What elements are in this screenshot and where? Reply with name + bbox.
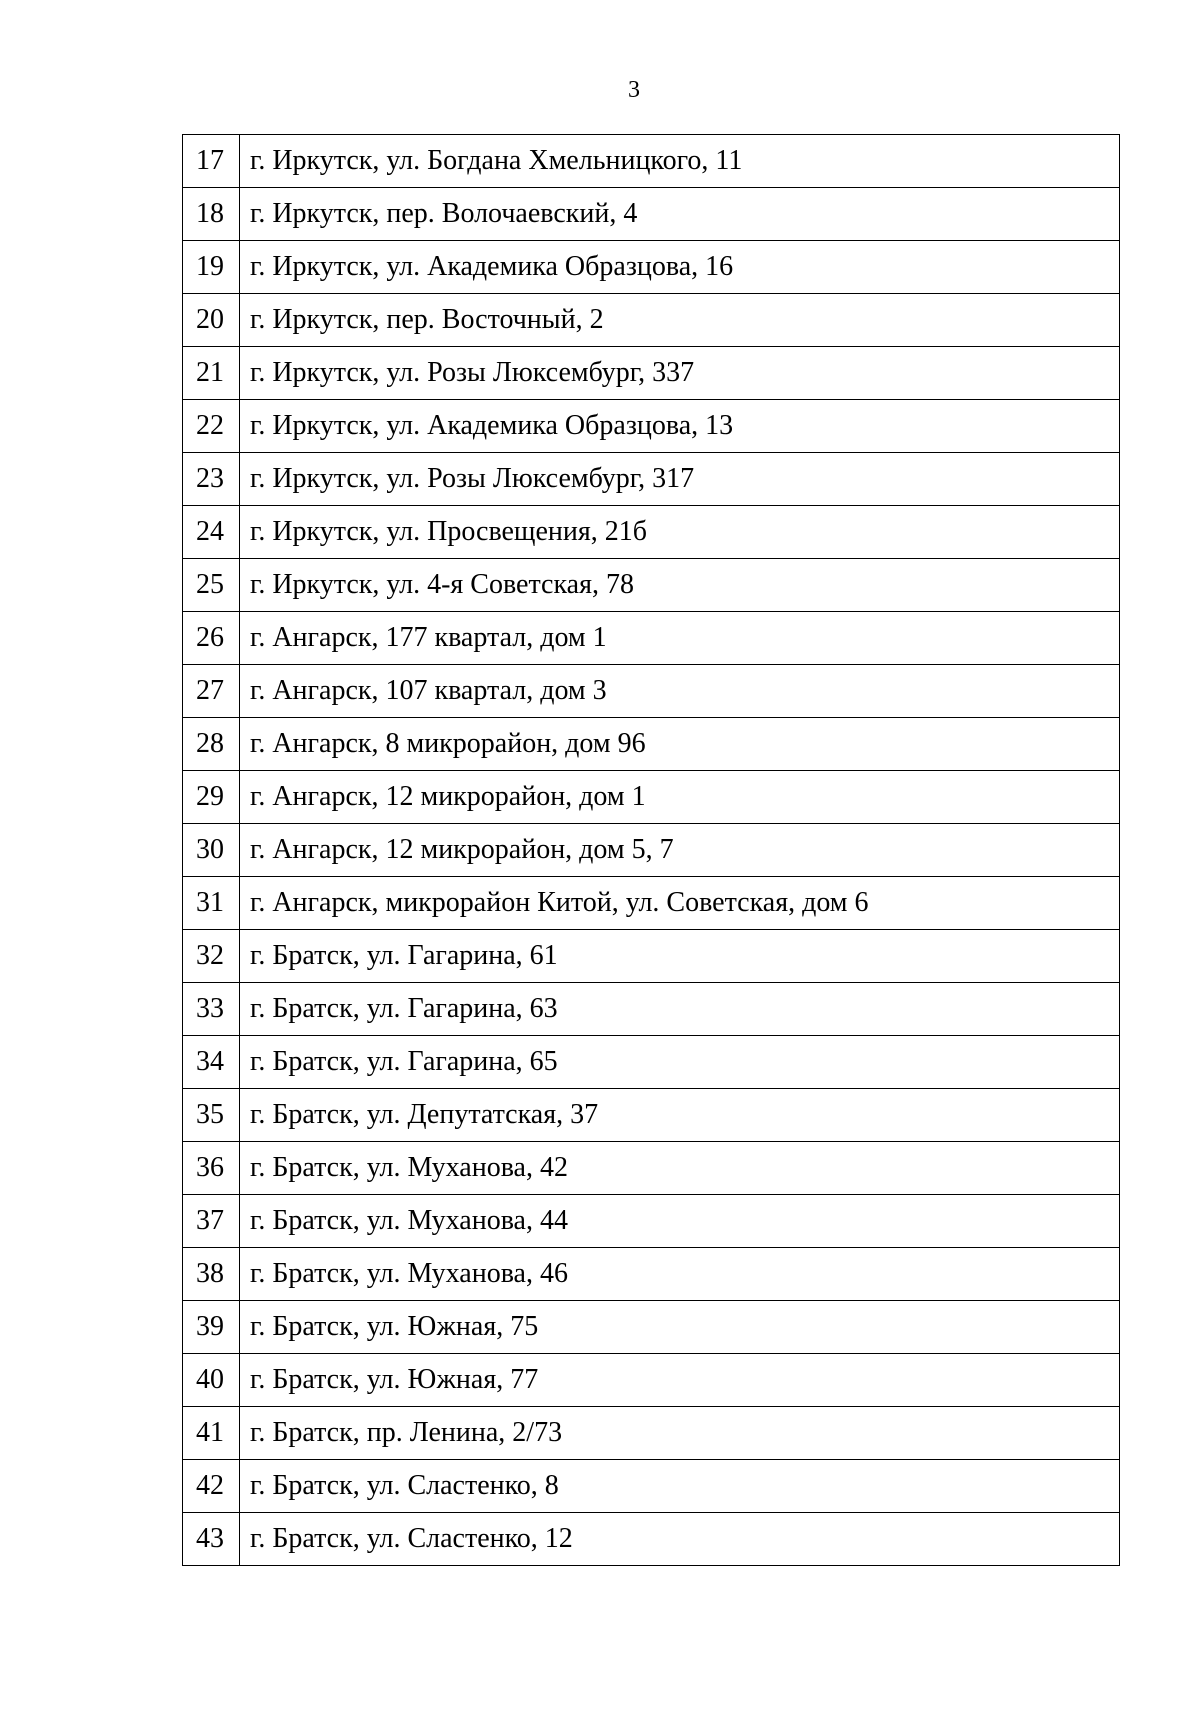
row-number-cell: 38 bbox=[183, 1248, 240, 1301]
address-cell: г. Братск, ул. Сластенко, 8 bbox=[240, 1460, 1120, 1513]
table-row bbox=[183, 930, 1120, 983]
row-number-cell: 34 bbox=[183, 1036, 240, 1089]
row-number-cell: 31 bbox=[183, 877, 240, 930]
address-cell: г. Братск, ул. Южная, 75 bbox=[240, 1301, 1120, 1354]
address-table bbox=[182, 134, 1120, 1566]
table-row bbox=[183, 347, 1120, 400]
address-cell: г. Братск, ул. Южная, 77 bbox=[240, 1354, 1120, 1407]
table-row bbox=[183, 1513, 1120, 1566]
table-row bbox=[183, 824, 1120, 877]
table-row bbox=[183, 559, 1120, 612]
address-cell: г. Иркутск, ул. Розы Люксембург, 337 bbox=[240, 347, 1120, 400]
row-number-cell: 36 bbox=[183, 1142, 240, 1195]
address-cell: г. Братск, ул. Сластенко, 12 bbox=[240, 1513, 1120, 1566]
row-number-cell: 30 bbox=[183, 824, 240, 877]
table-row bbox=[183, 983, 1120, 1036]
address-cell: г. Братск, ул. Муханова, 42 bbox=[240, 1142, 1120, 1195]
table-row bbox=[183, 1195, 1120, 1248]
address-cell: г. Иркутск, пер. Восточный, 2 bbox=[240, 294, 1120, 347]
address-table-body bbox=[183, 135, 1120, 1566]
table-row bbox=[183, 400, 1120, 453]
table-row bbox=[183, 241, 1120, 294]
address-cell: г. Братск, пр. Ленина, 2/73 bbox=[240, 1407, 1120, 1460]
table-row bbox=[183, 135, 1120, 188]
row-number-cell: 42 bbox=[183, 1460, 240, 1513]
table-row bbox=[183, 612, 1120, 665]
row-number-cell: 39 bbox=[183, 1301, 240, 1354]
row-number-cell: 23 bbox=[183, 453, 240, 506]
table-row bbox=[183, 877, 1120, 930]
table-row bbox=[183, 1248, 1120, 1301]
row-number-cell: 22 bbox=[183, 400, 240, 453]
table-row bbox=[183, 188, 1120, 241]
address-cell: г. Ангарск, 12 микрорайон, дом 1 bbox=[240, 771, 1120, 824]
address-cell: г. Иркутск, ул. Розы Люксембург, 317 bbox=[240, 453, 1120, 506]
address-cell: г. Ангарск, 12 микрорайон, дом 5, 7 bbox=[240, 824, 1120, 877]
address-cell: г. Братск, ул. Гагарина, 65 bbox=[240, 1036, 1120, 1089]
table-row bbox=[183, 1142, 1120, 1195]
address-cell: г. Ангарск, 107 квартал, дом 3 bbox=[240, 665, 1120, 718]
row-number-cell: 43 bbox=[183, 1513, 240, 1566]
row-number-cell: 24 bbox=[183, 506, 240, 559]
address-cell: г. Братск, ул. Депутатская, 37 bbox=[240, 1089, 1120, 1142]
table-row bbox=[183, 1089, 1120, 1142]
row-number-cell: 32 bbox=[183, 930, 240, 983]
row-number-cell: 19 bbox=[183, 241, 240, 294]
table-row bbox=[183, 294, 1120, 347]
table-row bbox=[183, 506, 1120, 559]
table-row bbox=[183, 665, 1120, 718]
row-number-cell: 20 bbox=[183, 294, 240, 347]
row-number-cell: 35 bbox=[183, 1089, 240, 1142]
row-number-cell: 27 bbox=[183, 665, 240, 718]
table-row bbox=[183, 1036, 1120, 1089]
row-number-cell: 17 bbox=[183, 135, 240, 188]
row-number-cell: 25 bbox=[183, 559, 240, 612]
page-number: 3 bbox=[628, 77, 640, 103]
table-row bbox=[183, 1301, 1120, 1354]
row-number-cell: 33 bbox=[183, 983, 240, 1036]
table-row bbox=[183, 1354, 1120, 1407]
address-cell: г. Иркутск, ул. Академика Образцова, 13 bbox=[240, 400, 1120, 453]
row-number-cell: 26 bbox=[183, 612, 240, 665]
table-row bbox=[183, 718, 1120, 771]
row-number-cell: 18 bbox=[183, 188, 240, 241]
table-row bbox=[183, 771, 1120, 824]
row-number-cell: 41 bbox=[183, 1407, 240, 1460]
address-cell: г. Братск, ул. Гагарина, 61 bbox=[240, 930, 1120, 983]
row-number-cell: 28 bbox=[183, 718, 240, 771]
table-row bbox=[183, 453, 1120, 506]
row-number-cell: 40 bbox=[183, 1354, 240, 1407]
address-cell: г. Иркутск, ул. Академика Образцова, 16 bbox=[240, 241, 1120, 294]
address-cell: г. Иркутск, пер. Волочаевский, 4 bbox=[240, 188, 1120, 241]
address-cell: г. Братск, ул. Муханова, 44 bbox=[240, 1195, 1120, 1248]
address-cell: г. Ангарск, микрорайон Китой, ул. Советская, дом 6 bbox=[240, 877, 1120, 930]
row-number-cell: 37 bbox=[183, 1195, 240, 1248]
table-row bbox=[183, 1460, 1120, 1513]
address-cell: г. Иркутск, ул. 4-я Советская, 78 bbox=[240, 559, 1120, 612]
address-cell: г. Ангарск, 177 квартал, дом 1 bbox=[240, 612, 1120, 665]
address-cell: г. Иркутск, ул. Просвещения, 21б bbox=[240, 506, 1120, 559]
address-cell: г. Братск, ул. Гагарина, 63 bbox=[240, 983, 1120, 1036]
row-number-cell: 29 bbox=[183, 771, 240, 824]
address-cell: г. Братск, ул. Муханова, 46 bbox=[240, 1248, 1120, 1301]
row-number-cell: 21 bbox=[183, 347, 240, 400]
table-row bbox=[183, 1407, 1120, 1460]
address-cell: г. Ангарск, 8 микрорайон, дом 96 bbox=[240, 718, 1120, 771]
address-cell: г. Иркутск, ул. Богдана Хмельницкого, 11 bbox=[240, 135, 1120, 188]
